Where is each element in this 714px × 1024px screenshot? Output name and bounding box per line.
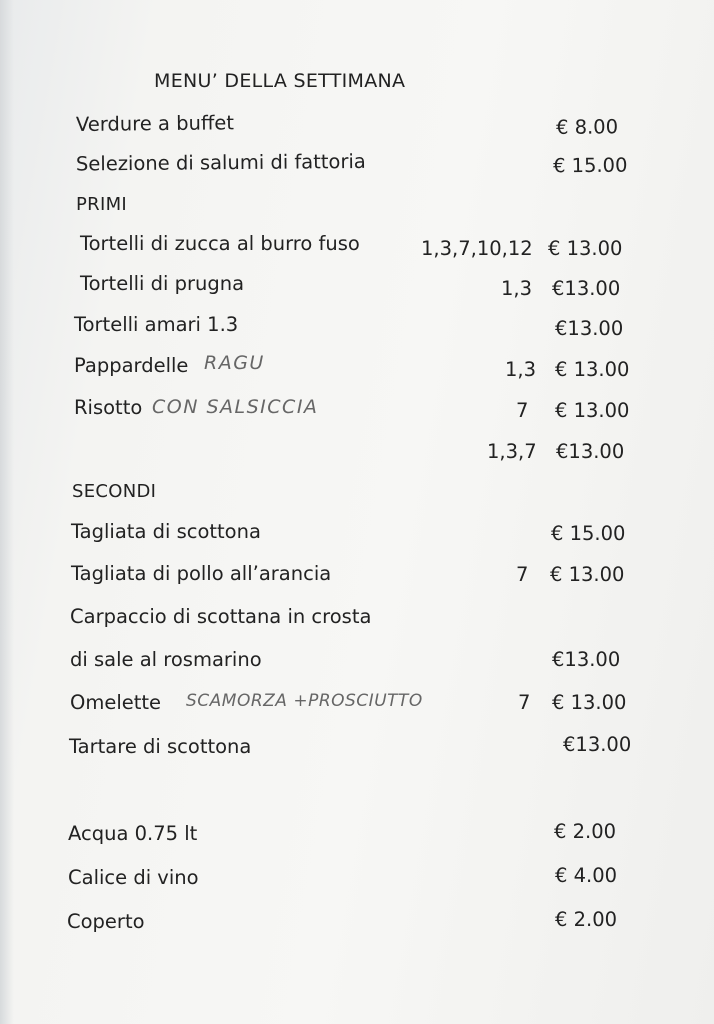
- item-price: € 2.00: [555, 908, 618, 931]
- item-price: € 2.00: [554, 820, 617, 843]
- item-allergens: 1,3,7,10,12: [421, 237, 533, 260]
- handwritten-note: RAGU: [204, 352, 265, 374]
- item-allergens: 7: [516, 399, 529, 422]
- item-price: €13.00: [552, 277, 621, 300]
- item-price: € 13.00: [555, 399, 630, 422]
- item-name: Risotto: [74, 396, 143, 419]
- menu-item: [0, 106, 714, 143]
- item-name: Acqua 0.75 lt: [68, 822, 198, 845]
- menu-item: [0, 822, 714, 852]
- item-price: € 4.00: [555, 864, 618, 887]
- item-price: € 13.00: [548, 237, 623, 260]
- item-price: €13.00: [555, 317, 624, 340]
- menu-item: [0, 438, 714, 468]
- item-allergens: 7: [518, 691, 531, 714]
- item-price: € 13.00: [550, 563, 625, 586]
- item-price: € 13.00: [555, 358, 630, 381]
- item-allergens: 1,3,7: [487, 440, 537, 463]
- item-allergens: 1,3: [505, 358, 537, 381]
- item-name: Tagliata di pollo all’arancia: [71, 562, 332, 585]
- secondi-heading: SECONDI: [72, 481, 157, 502]
- item-name: Tortelli amari 1.3: [74, 313, 239, 336]
- item-allergens: 1,3: [501, 277, 533, 300]
- item-name: Tortelli di prugna: [80, 272, 245, 295]
- item-name: Pappardelle: [74, 354, 189, 377]
- item-price: € 13.00: [552, 691, 627, 714]
- menu-item: [0, 313, 714, 343]
- item-price: €13.00: [556, 440, 625, 463]
- primi-heading: PRIMI: [76, 194, 128, 215]
- item-name: Tagliata di scottona: [71, 520, 261, 543]
- menu-item: [0, 272, 714, 302]
- item-allergens: 7: [516, 563, 529, 586]
- menu-item: [0, 147, 714, 183]
- menu-item: [0, 354, 714, 384]
- item-name: di sale al rosmarino: [70, 648, 262, 671]
- item-name: Coperto: [67, 910, 145, 933]
- menu-item: [0, 735, 714, 765]
- menu-item: [0, 605, 714, 635]
- menu-title: MENU’ DELLA SETTIMANA: [154, 70, 406, 92]
- item-name: Selezione di salumi di fattoria: [75, 149, 366, 176]
- menu-item: [0, 866, 714, 896]
- menu-item: [0, 562, 714, 592]
- item-price: €13.00: [552, 648, 621, 671]
- menu-item: [0, 396, 714, 426]
- item-name: Verdure a buffet: [75, 111, 235, 136]
- menu-item: [0, 691, 714, 721]
- handwritten-note: CON SALSICCIA: [152, 396, 319, 418]
- item-price: € 15.00: [551, 522, 626, 545]
- menu-item: [0, 910, 714, 940]
- handwritten-note: SCAMORZA +PROSCIUTTO: [186, 691, 423, 711]
- item-name: Calice di vino: [68, 866, 199, 889]
- menu-item: [0, 520, 714, 550]
- item-price: € 8.00: [555, 115, 619, 139]
- item-name: Tartare di scottona: [69, 735, 252, 758]
- item-name: Carpaccio di scottana in crosta: [70, 605, 372, 628]
- item-name: Tortelli di zucca al burro fuso: [80, 232, 360, 255]
- item-price: €13.00: [563, 733, 632, 756]
- item-price: € 15.00: [552, 153, 628, 178]
- menu-item: [0, 648, 714, 678]
- item-name: Omelette: [70, 691, 162, 714]
- menu-item: [0, 232, 714, 262]
